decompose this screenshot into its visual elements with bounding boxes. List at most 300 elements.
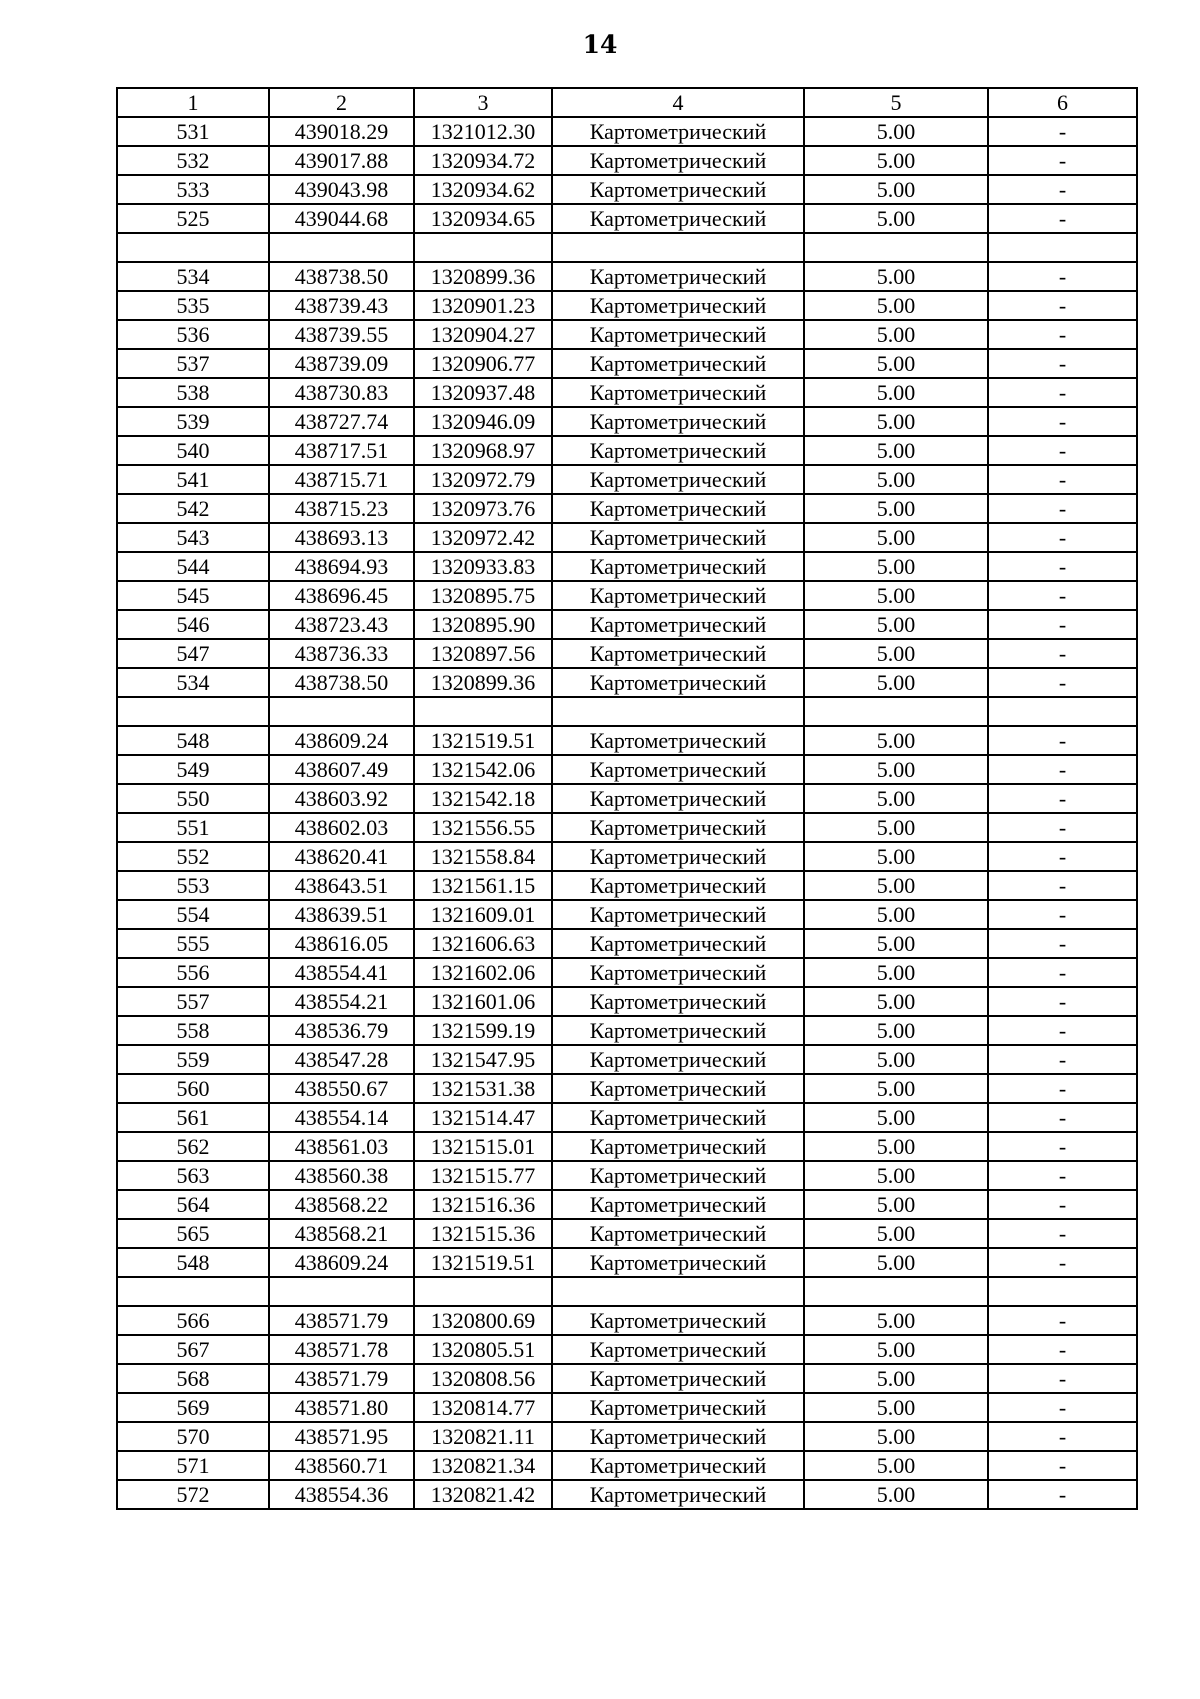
y-coordinate-cell: 1320895.90 — [414, 610, 552, 639]
note-cell: - — [988, 1480, 1137, 1509]
method-cell: Картометрический — [552, 958, 804, 987]
y-coordinate-cell: 1321556.55 — [414, 813, 552, 842]
x-coordinate-cell: 438554.21 — [269, 987, 414, 1016]
page-number: 14 — [582, 30, 618, 59]
accuracy-cell: 5.00 — [804, 871, 988, 900]
x-coordinate-cell: 438571.79 — [269, 1364, 414, 1393]
note-cell: - — [988, 987, 1137, 1016]
point-number-cell: 536 — [117, 320, 269, 349]
y-coordinate-cell: 1320934.72 — [414, 146, 552, 175]
y-coordinate-cell: 1321602.06 — [414, 958, 552, 987]
point-number-cell: 564 — [117, 1190, 269, 1219]
note-cell: - — [988, 1161, 1137, 1190]
method-cell: Картометрический — [552, 1219, 804, 1248]
method-cell: Картометрический — [552, 291, 804, 320]
table-row — [117, 755, 1137, 784]
table-row — [117, 987, 1137, 1016]
accuracy-cell: 5.00 — [804, 117, 988, 146]
accuracy-cell: 5.00 — [804, 378, 988, 407]
method-cell: Картометрический — [552, 755, 804, 784]
y-coordinate-cell: 1321542.18 — [414, 784, 552, 813]
column-header: 6 — [988, 88, 1137, 117]
method-cell: Картометрический — [552, 871, 804, 900]
accuracy-cell: 5.00 — [804, 552, 988, 581]
y-coordinate-cell: 1320972.42 — [414, 523, 552, 552]
x-coordinate-cell: 438571.79 — [269, 1306, 414, 1335]
point-number-cell: 551 — [117, 813, 269, 842]
y-coordinate-cell: 1320808.56 — [414, 1364, 552, 1393]
column-header: 2 — [269, 88, 414, 117]
accuracy-cell: 5.00 — [804, 1306, 988, 1335]
x-coordinate-cell: 438554.36 — [269, 1480, 414, 1509]
accuracy-cell: 5.00 — [804, 755, 988, 784]
note-cell — [988, 1277, 1137, 1306]
table-separator-row — [117, 1277, 1137, 1306]
note-cell: - — [988, 320, 1137, 349]
note-cell: - — [988, 1103, 1137, 1132]
note-cell: - — [988, 755, 1137, 784]
note-cell: - — [988, 1451, 1137, 1480]
note-cell: - — [988, 436, 1137, 465]
note-cell: - — [988, 1306, 1137, 1335]
x-coordinate-cell: 438723.43 — [269, 610, 414, 639]
table-row — [117, 1306, 1137, 1335]
method-cell: Картометрический — [552, 262, 804, 291]
note-cell: - — [988, 146, 1137, 175]
x-coordinate-cell: 439044.68 — [269, 204, 414, 233]
y-coordinate-cell: 1320934.62 — [414, 175, 552, 204]
accuracy-cell: 5.00 — [804, 784, 988, 813]
method-cell: Картометрический — [552, 1422, 804, 1451]
table-row — [117, 958, 1137, 987]
point-number-cell: 570 — [117, 1422, 269, 1451]
table-row — [117, 929, 1137, 958]
y-coordinate-cell: 1321558.84 — [414, 842, 552, 871]
accuracy-cell: 5.00 — [804, 523, 988, 552]
method-cell: Картометрический — [552, 1335, 804, 1364]
y-coordinate-cell: 1321547.95 — [414, 1045, 552, 1074]
x-coordinate-cell: 438550.67 — [269, 1074, 414, 1103]
method-cell: Картометрический — [552, 784, 804, 813]
method-cell: Картометрический — [552, 204, 804, 233]
method-cell: Картометрический — [552, 726, 804, 755]
point-number-cell: 545 — [117, 581, 269, 610]
accuracy-cell: 5.00 — [804, 407, 988, 436]
note-cell: - — [988, 929, 1137, 958]
accuracy-cell: 5.00 — [804, 262, 988, 291]
y-coordinate-cell: 1321609.01 — [414, 900, 552, 929]
note-cell: - — [988, 842, 1137, 871]
point-number-cell — [117, 1277, 269, 1306]
method-cell — [552, 697, 804, 726]
method-cell: Картометрический — [552, 407, 804, 436]
point-number-cell: 559 — [117, 1045, 269, 1074]
table-row — [117, 523, 1137, 552]
coordinates-table — [116, 87, 1138, 1510]
x-coordinate-cell: 438571.80 — [269, 1393, 414, 1422]
point-number-cell: 539 — [117, 407, 269, 436]
method-cell: Картометрический — [552, 813, 804, 842]
x-coordinate-cell: 439018.29 — [269, 117, 414, 146]
accuracy-cell: 5.00 — [804, 1248, 988, 1277]
method-cell: Картометрический — [552, 1480, 804, 1509]
y-coordinate-cell: 1320906.77 — [414, 349, 552, 378]
table-row — [117, 1074, 1137, 1103]
x-coordinate-cell: 438693.13 — [269, 523, 414, 552]
note-cell: - — [988, 726, 1137, 755]
note-cell: - — [988, 523, 1137, 552]
accuracy-cell: 5.00 — [804, 1103, 988, 1132]
accuracy-cell: 5.00 — [804, 639, 988, 668]
x-coordinate-cell: 438560.38 — [269, 1161, 414, 1190]
point-number-cell: 542 — [117, 494, 269, 523]
table-row — [117, 813, 1137, 842]
accuracy-cell: 5.00 — [804, 842, 988, 871]
table-separator-row — [117, 697, 1137, 726]
x-coordinate-cell: 438571.95 — [269, 1422, 414, 1451]
note-cell: - — [988, 1016, 1137, 1045]
y-coordinate-cell: 1321515.36 — [414, 1219, 552, 1248]
method-cell: Картометрический — [552, 146, 804, 175]
x-coordinate-cell: 438554.41 — [269, 958, 414, 987]
table-row — [117, 1161, 1137, 1190]
table-row — [117, 668, 1137, 697]
table-row — [117, 1190, 1137, 1219]
note-cell: - — [988, 1190, 1137, 1219]
accuracy-cell: 5.00 — [804, 958, 988, 987]
accuracy-cell: 5.00 — [804, 1364, 988, 1393]
note-cell — [988, 697, 1137, 726]
accuracy-cell: 5.00 — [804, 494, 988, 523]
table-row — [117, 1219, 1137, 1248]
table-row — [117, 1451, 1137, 1480]
accuracy-cell: 5.00 — [804, 1161, 988, 1190]
y-coordinate-cell: 1321599.19 — [414, 1016, 552, 1045]
point-number-cell: 561 — [117, 1103, 269, 1132]
table-row — [117, 494, 1137, 523]
x-coordinate-cell — [269, 233, 414, 262]
method-cell: Картометрический — [552, 1451, 804, 1480]
x-coordinate-cell: 438694.93 — [269, 552, 414, 581]
point-number-cell: 556 — [117, 958, 269, 987]
point-number-cell: 565 — [117, 1219, 269, 1248]
accuracy-cell: 5.00 — [804, 668, 988, 697]
x-coordinate-cell: 438616.05 — [269, 929, 414, 958]
note-cell: - — [988, 610, 1137, 639]
x-coordinate-cell: 438609.24 — [269, 726, 414, 755]
column-header: 3 — [414, 88, 552, 117]
x-coordinate-cell: 438571.78 — [269, 1335, 414, 1364]
x-coordinate-cell: 438739.09 — [269, 349, 414, 378]
accuracy-cell: 5.00 — [804, 146, 988, 175]
point-number-cell: 562 — [117, 1132, 269, 1161]
accuracy-cell: 5.00 — [804, 1219, 988, 1248]
method-cell: Картометрический — [552, 494, 804, 523]
method-cell: Картометрический — [552, 175, 804, 204]
table-row — [117, 1016, 1137, 1045]
point-number-cell: 568 — [117, 1364, 269, 1393]
point-number-cell: 558 — [117, 1016, 269, 1045]
note-cell: - — [988, 494, 1137, 523]
accuracy-cell: 5.00 — [804, 204, 988, 233]
accuracy-cell: 5.00 — [804, 349, 988, 378]
table-row — [117, 581, 1137, 610]
point-number-cell: 544 — [117, 552, 269, 581]
note-cell: - — [988, 900, 1137, 929]
point-number-cell — [117, 233, 269, 262]
point-number-cell: 534 — [117, 668, 269, 697]
method-cell: Картометрический — [552, 900, 804, 929]
note-cell — [988, 233, 1137, 262]
y-coordinate-cell: 1321519.51 — [414, 1248, 552, 1277]
note-cell: - — [988, 262, 1137, 291]
y-coordinate-cell: 1320972.79 — [414, 465, 552, 494]
table-row — [117, 1248, 1137, 1277]
table-row — [117, 1045, 1137, 1074]
note-cell: - — [988, 552, 1137, 581]
y-coordinate-cell: 1320897.56 — [414, 639, 552, 668]
table-row — [117, 262, 1137, 291]
point-number-cell: 548 — [117, 726, 269, 755]
method-cell: Картометрический — [552, 610, 804, 639]
table-row — [117, 900, 1137, 929]
note-cell: - — [988, 813, 1137, 842]
method-cell — [552, 233, 804, 262]
note-cell: - — [988, 1132, 1137, 1161]
note-cell: - — [988, 407, 1137, 436]
x-coordinate-cell: 438536.79 — [269, 1016, 414, 1045]
note-cell: - — [988, 1422, 1137, 1451]
point-number-cell: 547 — [117, 639, 269, 668]
y-coordinate-cell: 1320901.23 — [414, 291, 552, 320]
accuracy-cell: 5.00 — [804, 1422, 988, 1451]
note-cell: - — [988, 175, 1137, 204]
table-separator-row — [117, 233, 1137, 262]
accuracy-cell: 5.00 — [804, 291, 988, 320]
method-cell: Картометрический — [552, 1103, 804, 1132]
x-coordinate-cell: 438739.43 — [269, 291, 414, 320]
table-row — [117, 1132, 1137, 1161]
point-number-cell: 572 — [117, 1480, 269, 1509]
accuracy-cell — [804, 1277, 988, 1306]
x-coordinate-cell: 438643.51 — [269, 871, 414, 900]
table-row — [117, 610, 1137, 639]
point-number-cell: 546 — [117, 610, 269, 639]
x-coordinate-cell: 438738.50 — [269, 262, 414, 291]
y-coordinate-cell: 1320821.11 — [414, 1422, 552, 1451]
point-number-cell: 569 — [117, 1393, 269, 1422]
accuracy-cell: 5.00 — [804, 813, 988, 842]
x-coordinate-cell: 438607.49 — [269, 755, 414, 784]
x-coordinate-cell: 438739.55 — [269, 320, 414, 349]
accuracy-cell: 5.00 — [804, 1451, 988, 1480]
point-number-cell: 543 — [117, 523, 269, 552]
y-coordinate-cell: 1321514.47 — [414, 1103, 552, 1132]
point-number-cell: 571 — [117, 1451, 269, 1480]
table-row — [117, 1422, 1137, 1451]
point-number-cell: 534 — [117, 262, 269, 291]
table-row — [117, 842, 1137, 871]
y-coordinate-cell: 1320800.69 — [414, 1306, 552, 1335]
accuracy-cell: 5.00 — [804, 436, 988, 465]
table-row — [117, 320, 1137, 349]
y-coordinate-cell — [414, 1277, 552, 1306]
method-cell: Картометрический — [552, 320, 804, 349]
method-cell: Картометрический — [552, 1364, 804, 1393]
y-coordinate-cell — [414, 697, 552, 726]
y-coordinate-cell: 1320821.42 — [414, 1480, 552, 1509]
accuracy-cell: 5.00 — [804, 726, 988, 755]
y-coordinate-cell: 1320821.34 — [414, 1451, 552, 1480]
x-coordinate-cell: 438609.24 — [269, 1248, 414, 1277]
point-number-cell: 537 — [117, 349, 269, 378]
point-number-cell: 548 — [117, 1248, 269, 1277]
point-number-cell: 549 — [117, 755, 269, 784]
x-coordinate-cell: 438560.71 — [269, 1451, 414, 1480]
note-cell: - — [988, 639, 1137, 668]
method-cell: Картометрический — [552, 523, 804, 552]
x-coordinate-cell: 438696.45 — [269, 581, 414, 610]
table-row — [117, 1103, 1137, 1132]
x-coordinate-cell: 438738.50 — [269, 668, 414, 697]
table-body — [117, 117, 1137, 1509]
point-number-cell: 541 — [117, 465, 269, 494]
table-row — [117, 465, 1137, 494]
table-row — [117, 1480, 1137, 1509]
column-header: 4 — [552, 88, 804, 117]
point-number-cell: 553 — [117, 871, 269, 900]
point-number-cell: 540 — [117, 436, 269, 465]
accuracy-cell: 5.00 — [804, 1393, 988, 1422]
accuracy-cell — [804, 697, 988, 726]
note-cell: - — [988, 581, 1137, 610]
y-coordinate-cell: 1320933.83 — [414, 552, 552, 581]
accuracy-cell: 5.00 — [804, 465, 988, 494]
method-cell: Картометрический — [552, 1393, 804, 1422]
y-coordinate-cell: 1321515.77 — [414, 1161, 552, 1190]
x-coordinate-cell: 438620.41 — [269, 842, 414, 871]
x-coordinate-cell: 438736.33 — [269, 639, 414, 668]
point-number-cell — [117, 697, 269, 726]
note-cell: - — [988, 668, 1137, 697]
y-coordinate-cell: 1320973.76 — [414, 494, 552, 523]
method-cell: Картометрический — [552, 1161, 804, 1190]
x-coordinate-cell: 438730.83 — [269, 378, 414, 407]
accuracy-cell — [804, 233, 988, 262]
table-row — [117, 639, 1137, 668]
note-cell: - — [988, 1045, 1137, 1074]
x-coordinate-cell: 438715.23 — [269, 494, 414, 523]
column-header: 1 — [117, 88, 269, 117]
table-row — [117, 1364, 1137, 1393]
x-coordinate-cell: 438554.14 — [269, 1103, 414, 1132]
method-cell: Картометрический — [552, 1016, 804, 1045]
table-row — [117, 349, 1137, 378]
method-cell: Картометрический — [552, 378, 804, 407]
x-coordinate-cell: 438639.51 — [269, 900, 414, 929]
x-coordinate-cell: 438603.92 — [269, 784, 414, 813]
y-coordinate-cell: 1320814.77 — [414, 1393, 552, 1422]
y-coordinate-cell: 1320946.09 — [414, 407, 552, 436]
point-number-cell: 532 — [117, 146, 269, 175]
note-cell: - — [988, 958, 1137, 987]
accuracy-cell: 5.00 — [804, 929, 988, 958]
method-cell: Картометрический — [552, 842, 804, 871]
x-coordinate-cell: 438568.22 — [269, 1190, 414, 1219]
note-cell: - — [988, 1219, 1137, 1248]
accuracy-cell: 5.00 — [804, 1480, 988, 1509]
accuracy-cell: 5.00 — [804, 1335, 988, 1364]
method-cell: Картометрический — [552, 1045, 804, 1074]
x-coordinate-cell: 438717.51 — [269, 436, 414, 465]
table-row — [117, 175, 1137, 204]
accuracy-cell: 5.00 — [804, 900, 988, 929]
y-coordinate-cell: 1320904.27 — [414, 320, 552, 349]
method-cell: Картометрический — [552, 668, 804, 697]
accuracy-cell: 5.00 — [804, 320, 988, 349]
x-coordinate-cell: 439017.88 — [269, 146, 414, 175]
method-cell: Картометрический — [552, 987, 804, 1016]
x-coordinate-cell — [269, 697, 414, 726]
method-cell: Картометрический — [552, 436, 804, 465]
x-coordinate-cell: 438602.03 — [269, 813, 414, 842]
method-cell — [552, 1277, 804, 1306]
point-number-cell: 567 — [117, 1335, 269, 1364]
table-row — [117, 407, 1137, 436]
x-coordinate-cell: 438727.74 — [269, 407, 414, 436]
point-number-cell: 550 — [117, 784, 269, 813]
x-coordinate-cell: 438568.21 — [269, 1219, 414, 1248]
x-coordinate-cell: 438715.71 — [269, 465, 414, 494]
table-row — [117, 552, 1137, 581]
method-cell: Картометрический — [552, 581, 804, 610]
point-number-cell: 531 — [117, 117, 269, 146]
y-coordinate-cell: 1320899.36 — [414, 668, 552, 697]
point-number-cell: 554 — [117, 900, 269, 929]
note-cell: - — [988, 784, 1137, 813]
method-cell: Картометрический — [552, 639, 804, 668]
table-row — [117, 1335, 1137, 1364]
table-row — [117, 291, 1137, 320]
point-number-cell: 538 — [117, 378, 269, 407]
method-cell: Картометрический — [552, 1306, 804, 1335]
y-coordinate-cell: 1320899.36 — [414, 262, 552, 291]
table-header-row — [117, 88, 1137, 117]
note-cell: - — [988, 1335, 1137, 1364]
table-row — [117, 871, 1137, 900]
y-coordinate-cell: 1320895.75 — [414, 581, 552, 610]
y-coordinate-cell: 1321606.63 — [414, 929, 552, 958]
note-cell: - — [988, 349, 1137, 378]
y-coordinate-cell: 1321561.15 — [414, 871, 552, 900]
accuracy-cell: 5.00 — [804, 1045, 988, 1074]
point-number-cell: 557 — [117, 987, 269, 1016]
y-coordinate-cell: 1321542.06 — [414, 755, 552, 784]
table-row — [117, 436, 1137, 465]
method-cell: Картометрический — [552, 1074, 804, 1103]
note-cell: - — [988, 1393, 1137, 1422]
method-cell: Картометрический — [552, 1248, 804, 1277]
point-number-cell: 560 — [117, 1074, 269, 1103]
point-number-cell: 552 — [117, 842, 269, 871]
y-coordinate-cell: 1321519.51 — [414, 726, 552, 755]
x-coordinate-cell: 438561.03 — [269, 1132, 414, 1161]
x-coordinate-cell: 438547.28 — [269, 1045, 414, 1074]
y-coordinate-cell — [414, 233, 552, 262]
table-row — [117, 117, 1137, 146]
accuracy-cell: 5.00 — [804, 610, 988, 639]
accuracy-cell: 5.00 — [804, 1074, 988, 1103]
